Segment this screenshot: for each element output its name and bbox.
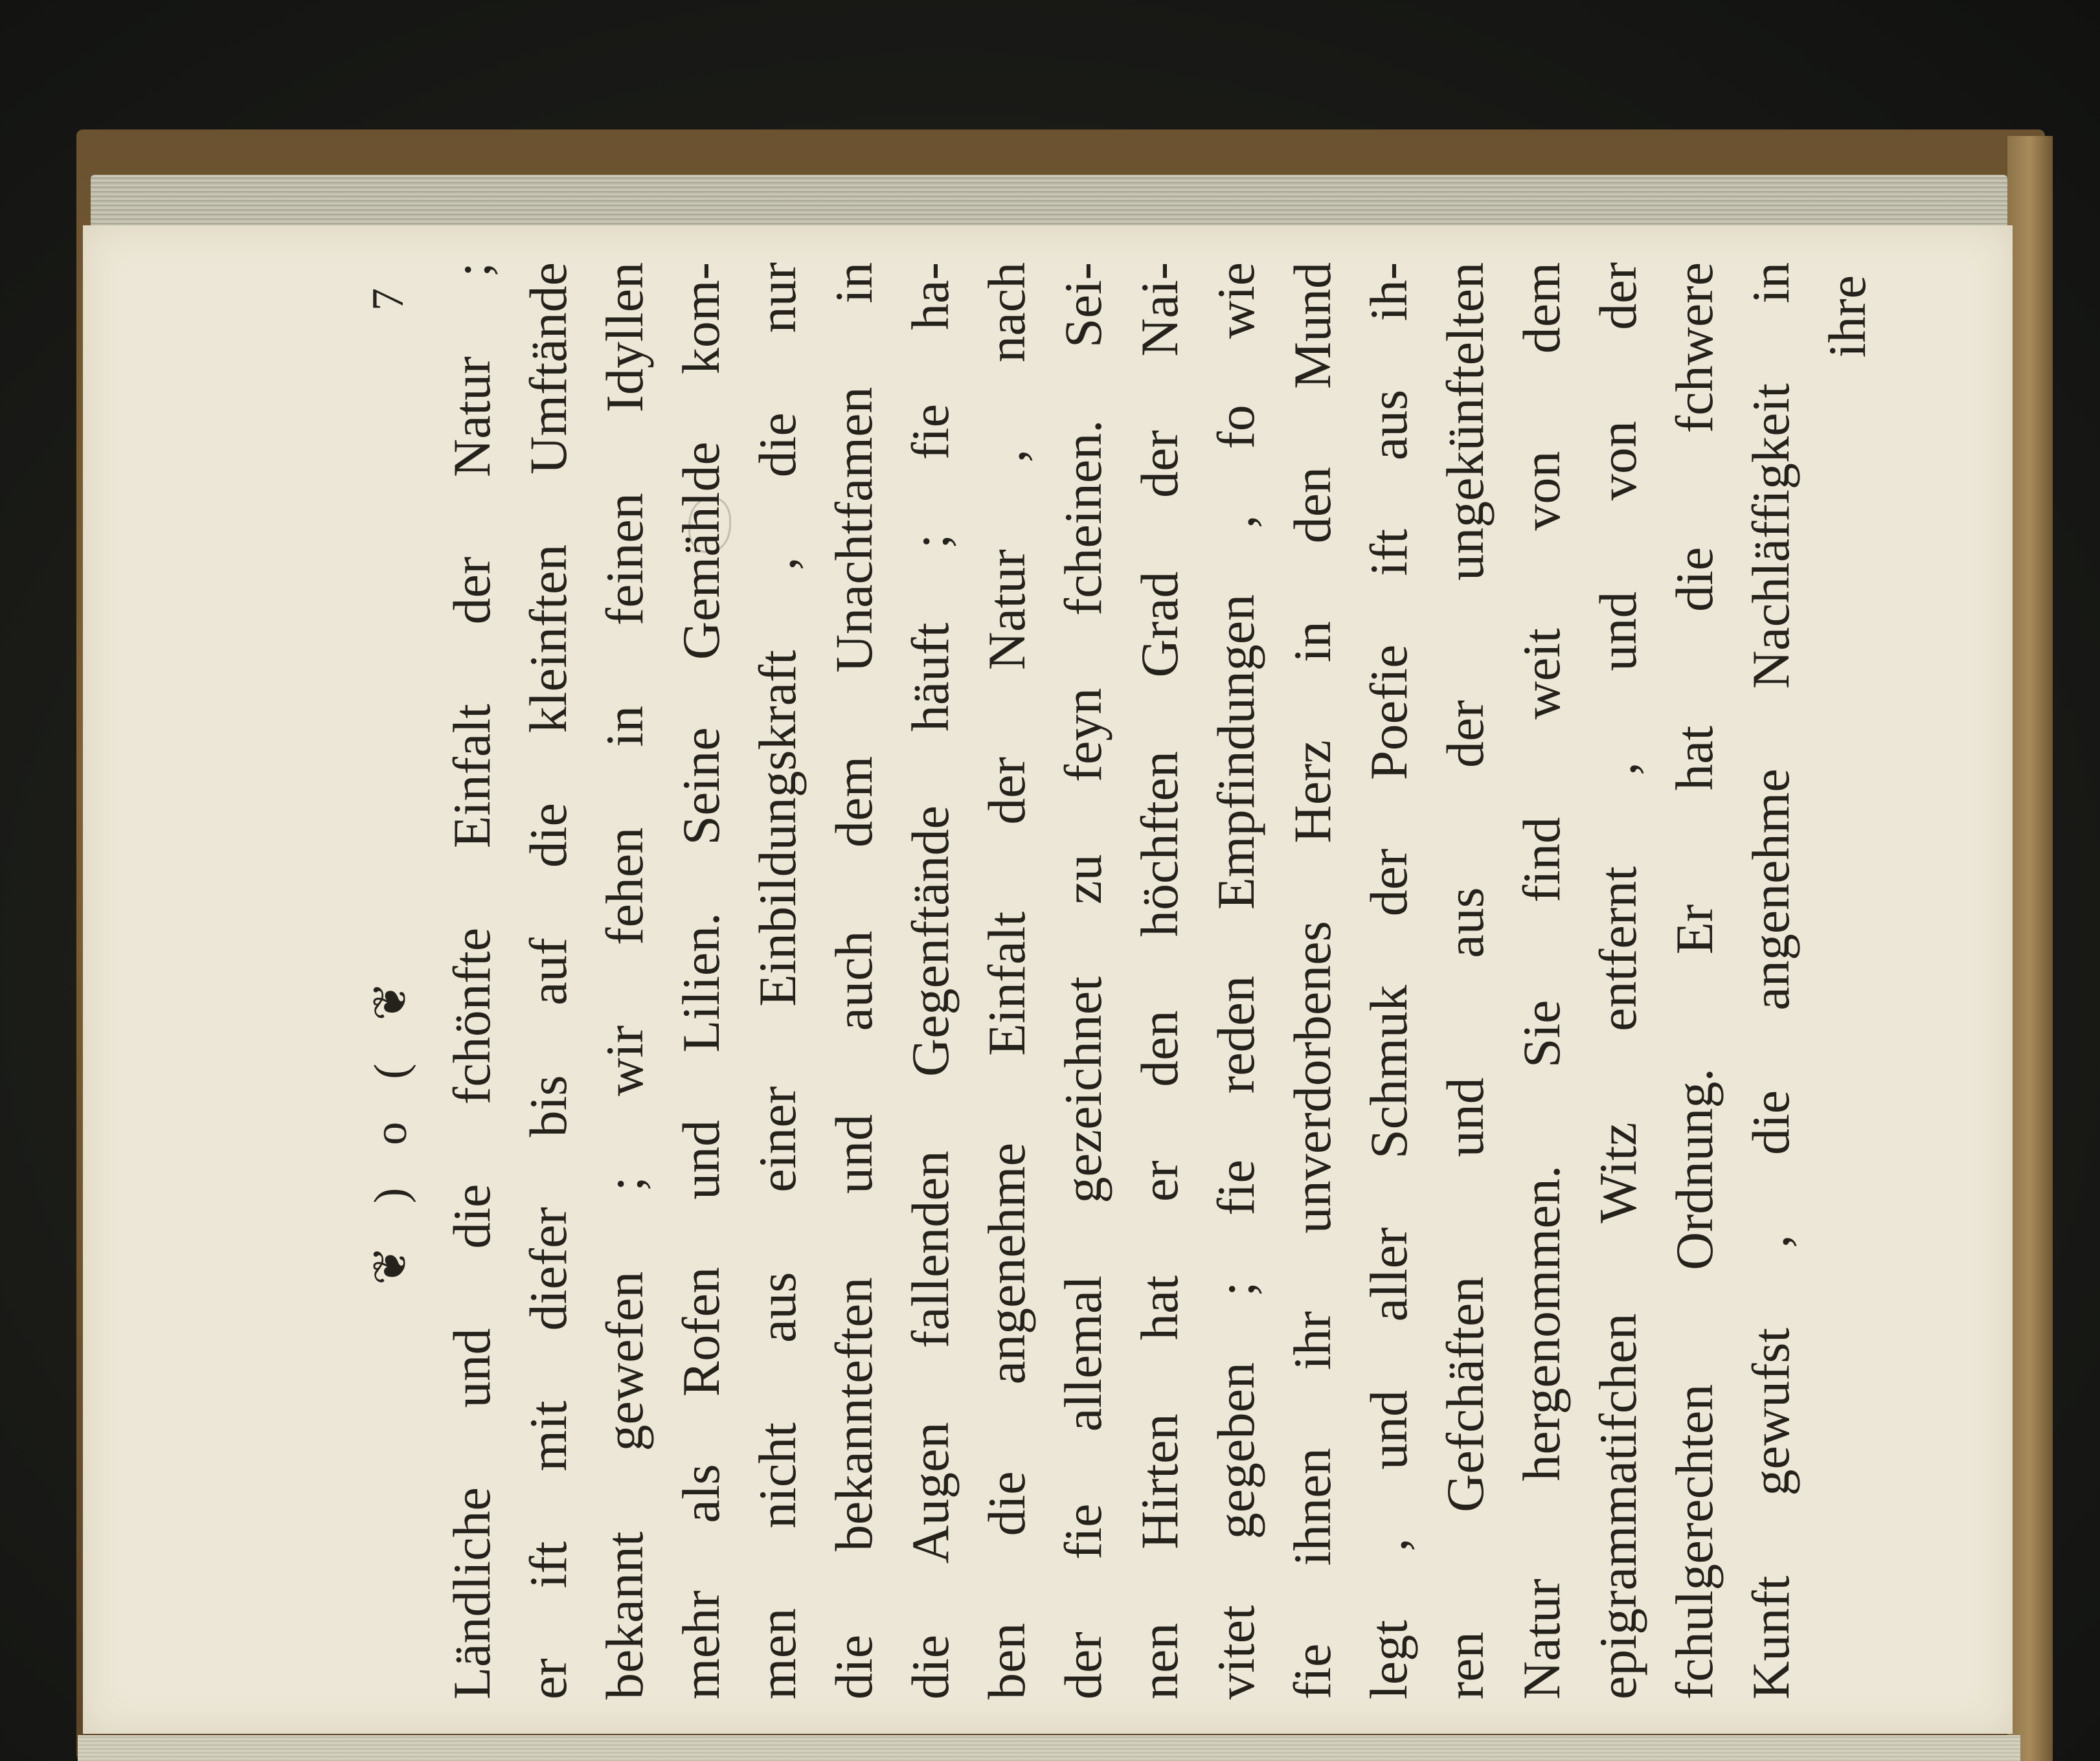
text-line: epigrammatifchen Witz entfernt , und von der [1588,262,1647,1699]
text-line: mehr als Rofen und Lilien. Seine Gemählde kom- [672,262,730,1699]
text-line: er ift mit diefer bis auf die kleinften Umftände [519,262,578,1699]
page-edges [91,175,2007,233]
running-header [363,262,434,1699]
lower-page-edge [78,1735,2020,1761]
text-line: legt , und aller Schmuk der Poefie ift aus ih- [1359,262,1418,1699]
text-line: vitet gegeben ; fie reden Empfindungen , fo wie [1206,262,1265,1699]
text-line: die bekannteften und auch dem Unachtfamen in [824,262,883,1699]
text-line: die Augen fallenden Gegenftände häuft ; fie ha- [901,262,960,1699]
text-line: Natur hergenommen. Sie find weit von dem [1512,262,1571,1699]
text-line: Kunft gewufst , die angenehme Nachläffigkeit in [1741,262,1800,1699]
text-line: fie ihnen ihr unverdorbenes Herz in den Mund [1283,262,1342,1699]
text-line: ben die angenehme Einfalt der Natur , nach [977,262,1036,1699]
text-line: ren Gefchäften und aus der ungekünftelten [1436,262,1495,1699]
header-ornament: ❦ ) o ( ❦ [365,966,416,1285]
text-line: nen Hirten hat er den höchften Grad der Nai- [1130,262,1189,1699]
text-line: men nicht aus einer Einbildungskraft , die nur [748,262,807,1699]
text-line: Ländliche und die fchönfte Einfalt der Natur ; [442,262,501,1699]
catchword: ihre [1818,275,1877,358]
text-line: der fie allemal gezeichnet zu feyn fcheinen. Sei- [1054,262,1112,1699]
text-line: fchulgerechten Ordnung. Er hat die fchwere [1665,262,1724,1699]
page-number: 7 [363,288,413,311]
book-spine [2007,136,2053,1761]
text-line: bekannt gewefen ; wir fehen in feinen Idyllen [595,262,654,1699]
text-block [363,262,1877,1699]
